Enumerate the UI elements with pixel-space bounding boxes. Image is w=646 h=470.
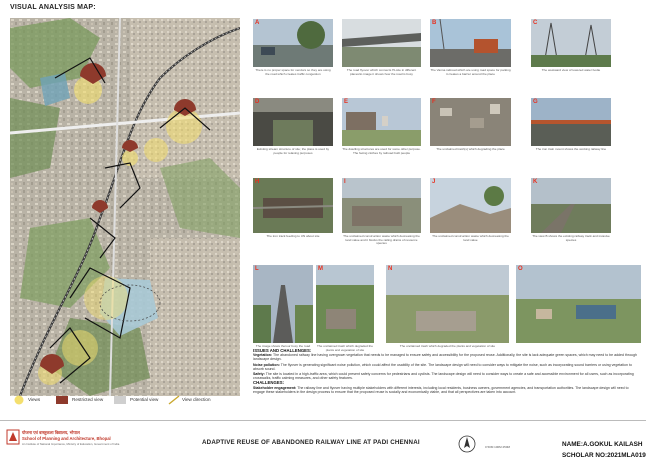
view-circle-icon <box>14 395 24 405</box>
issue-vegetation: Vegetation: The abandoned railway line having overgrown vegetation that needs to be managed to ensure safety and accessibility for the proposed reuse. Additionally, the site is lack adequate green spaces, which may need to be added through landscape design. <box>253 353 637 362</box>
issues-section <box>253 348 639 395</box>
student-name: NAME:A.GOKUL KAILASH <box>562 441 643 448</box>
photo-f-caption: The unclaimed trash(s) which degrading the place <box>436 147 505 151</box>
photo-e-caption: The dwelling structures are used for some other purpose. The facing clothes by railroad built people <box>342 147 421 155</box>
title-block <box>0 420 646 470</box>
challenges-heading: CHALLENGES: <box>253 380 285 386</box>
photo-k: K <box>531 178 611 233</box>
issue-safety: Safety: The site is located in a high-traffic area, which could present safety concerns for pedestrians and cyclists. The landscape design will need to consider ways to create a safe and accessible environment for all users, such as incorporating crosswalks, traffic calming measures, and other safety features. <box>253 372 634 381</box>
scale-bar-label: 0 50M 100M 250M <box>485 445 511 449</box>
photo-h-caption: The iron track feeding to UN about site <box>266 234 320 238</box>
institute-logo-icon <box>6 429 20 445</box>
photo-j-caption: The unclaimed construction waste which decreasing the land value <box>432 234 509 242</box>
north-arrow-icon <box>458 435 476 453</box>
photo-m: M <box>316 265 374 343</box>
photo-b: B <box>430 19 511 67</box>
project-title: ADAPTIVE REUSE OF ABANDONED RAILWAY LINE AT PADI CHENNAI <box>202 439 420 446</box>
scholar-number: SCHOLAR NO:2021MLA019 <box>562 452 646 459</box>
page-title: VISUAL ANALYSIS MAP: <box>10 4 96 11</box>
photo-a-caption: There is no proper space for vendors so they are using the road which creates traffic congestion <box>255 68 331 76</box>
potential-view-icon <box>114 395 126 405</box>
photo-g: G <box>531 98 611 146</box>
legend-view-direction: View direction <box>182 397 211 402</box>
institute-name-hindi: योजना एवं वास्तुकला विद्यालय, भोपाल <box>22 430 80 435</box>
photo-b-caption: The Vanna railroad which are using road space for parking it creates a barrier around the place <box>430 68 511 76</box>
map-legend <box>10 393 240 415</box>
photo-l-caption: The image shows the/our busy the road <box>255 344 311 348</box>
institute-name: School of Planning and Architecture, Bhopal <box>22 436 111 441</box>
photo-k-caption: The view B shows the existing railway track and invasive species <box>532 234 610 242</box>
legend-restricted: Restricted view <box>72 397 104 402</box>
photo-j: J <box>430 178 511 233</box>
challenge-stakeholder: Stakeholder engagement: The railway line and flyover having multiple stakeholders with different interests, including local residents, business owners, government agencies, and transportation authorities. The landscape design will need to engage these stakeholders in the design process to ensure that the proposed reuse is socially and economically viable, and that all perspectives are taken into account. <box>253 385 629 394</box>
legend-potential: Potential view <box>130 397 159 402</box>
photo-d: D <box>253 98 333 146</box>
photo-m-caption: The unclaimed trash which degraded the plants and vegetation of site <box>317 344 373 352</box>
photo-flyover-caption: The road flyover which connects Hi-site in different places/to image it shows how the road is busy <box>346 68 417 76</box>
photo-d-caption: Existing stream structure of site; the place is used by people for relaxing purposes <box>256 147 330 155</box>
photo-e: E <box>342 98 421 146</box>
view-direction-icon <box>168 395 180 405</box>
photo-flyover <box>342 19 421 67</box>
photo-h: H <box>253 178 333 233</box>
issues-heading: ISSUES AND CHALLENGES: <box>253 348 312 353</box>
photo-f: F <box>430 98 511 146</box>
photo-i-caption: The unclaimed construction waste which decreasing the land value and it blocks the railing drains of resource species <box>343 234 420 246</box>
restricted-view-icon <box>56 395 68 405</box>
photo-l: L <box>253 265 313 343</box>
issue-noise: Noise pollution: The flyover is generating significant noise pollution, which could affect the usability of the site. The landscape design will need to consider ways to mitigate the noise, such as incorporating sound barriers or using vegetation to absorb sound. <box>253 362 632 371</box>
institute-tagline: An Institute of National Importance, Ministry of Education, Government of India <box>22 442 120 446</box>
photo-n: N <box>386 265 509 343</box>
visual-analysis-map <box>10 18 240 396</box>
photo-n-caption: The unclaimed trash which degraded the plants and vegetation of site <box>399 344 496 348</box>
photo-o: O <box>516 265 641 343</box>
photo-i: I <box>342 178 421 233</box>
legend-views: Views <box>28 397 41 402</box>
photo-c: C <box>531 19 611 67</box>
photo-g-caption: The iron train mount shows the working railway line <box>535 147 607 151</box>
photo-c-caption: The westward view of towered water bodie <box>541 68 601 72</box>
photo-a: A <box>253 19 333 67</box>
